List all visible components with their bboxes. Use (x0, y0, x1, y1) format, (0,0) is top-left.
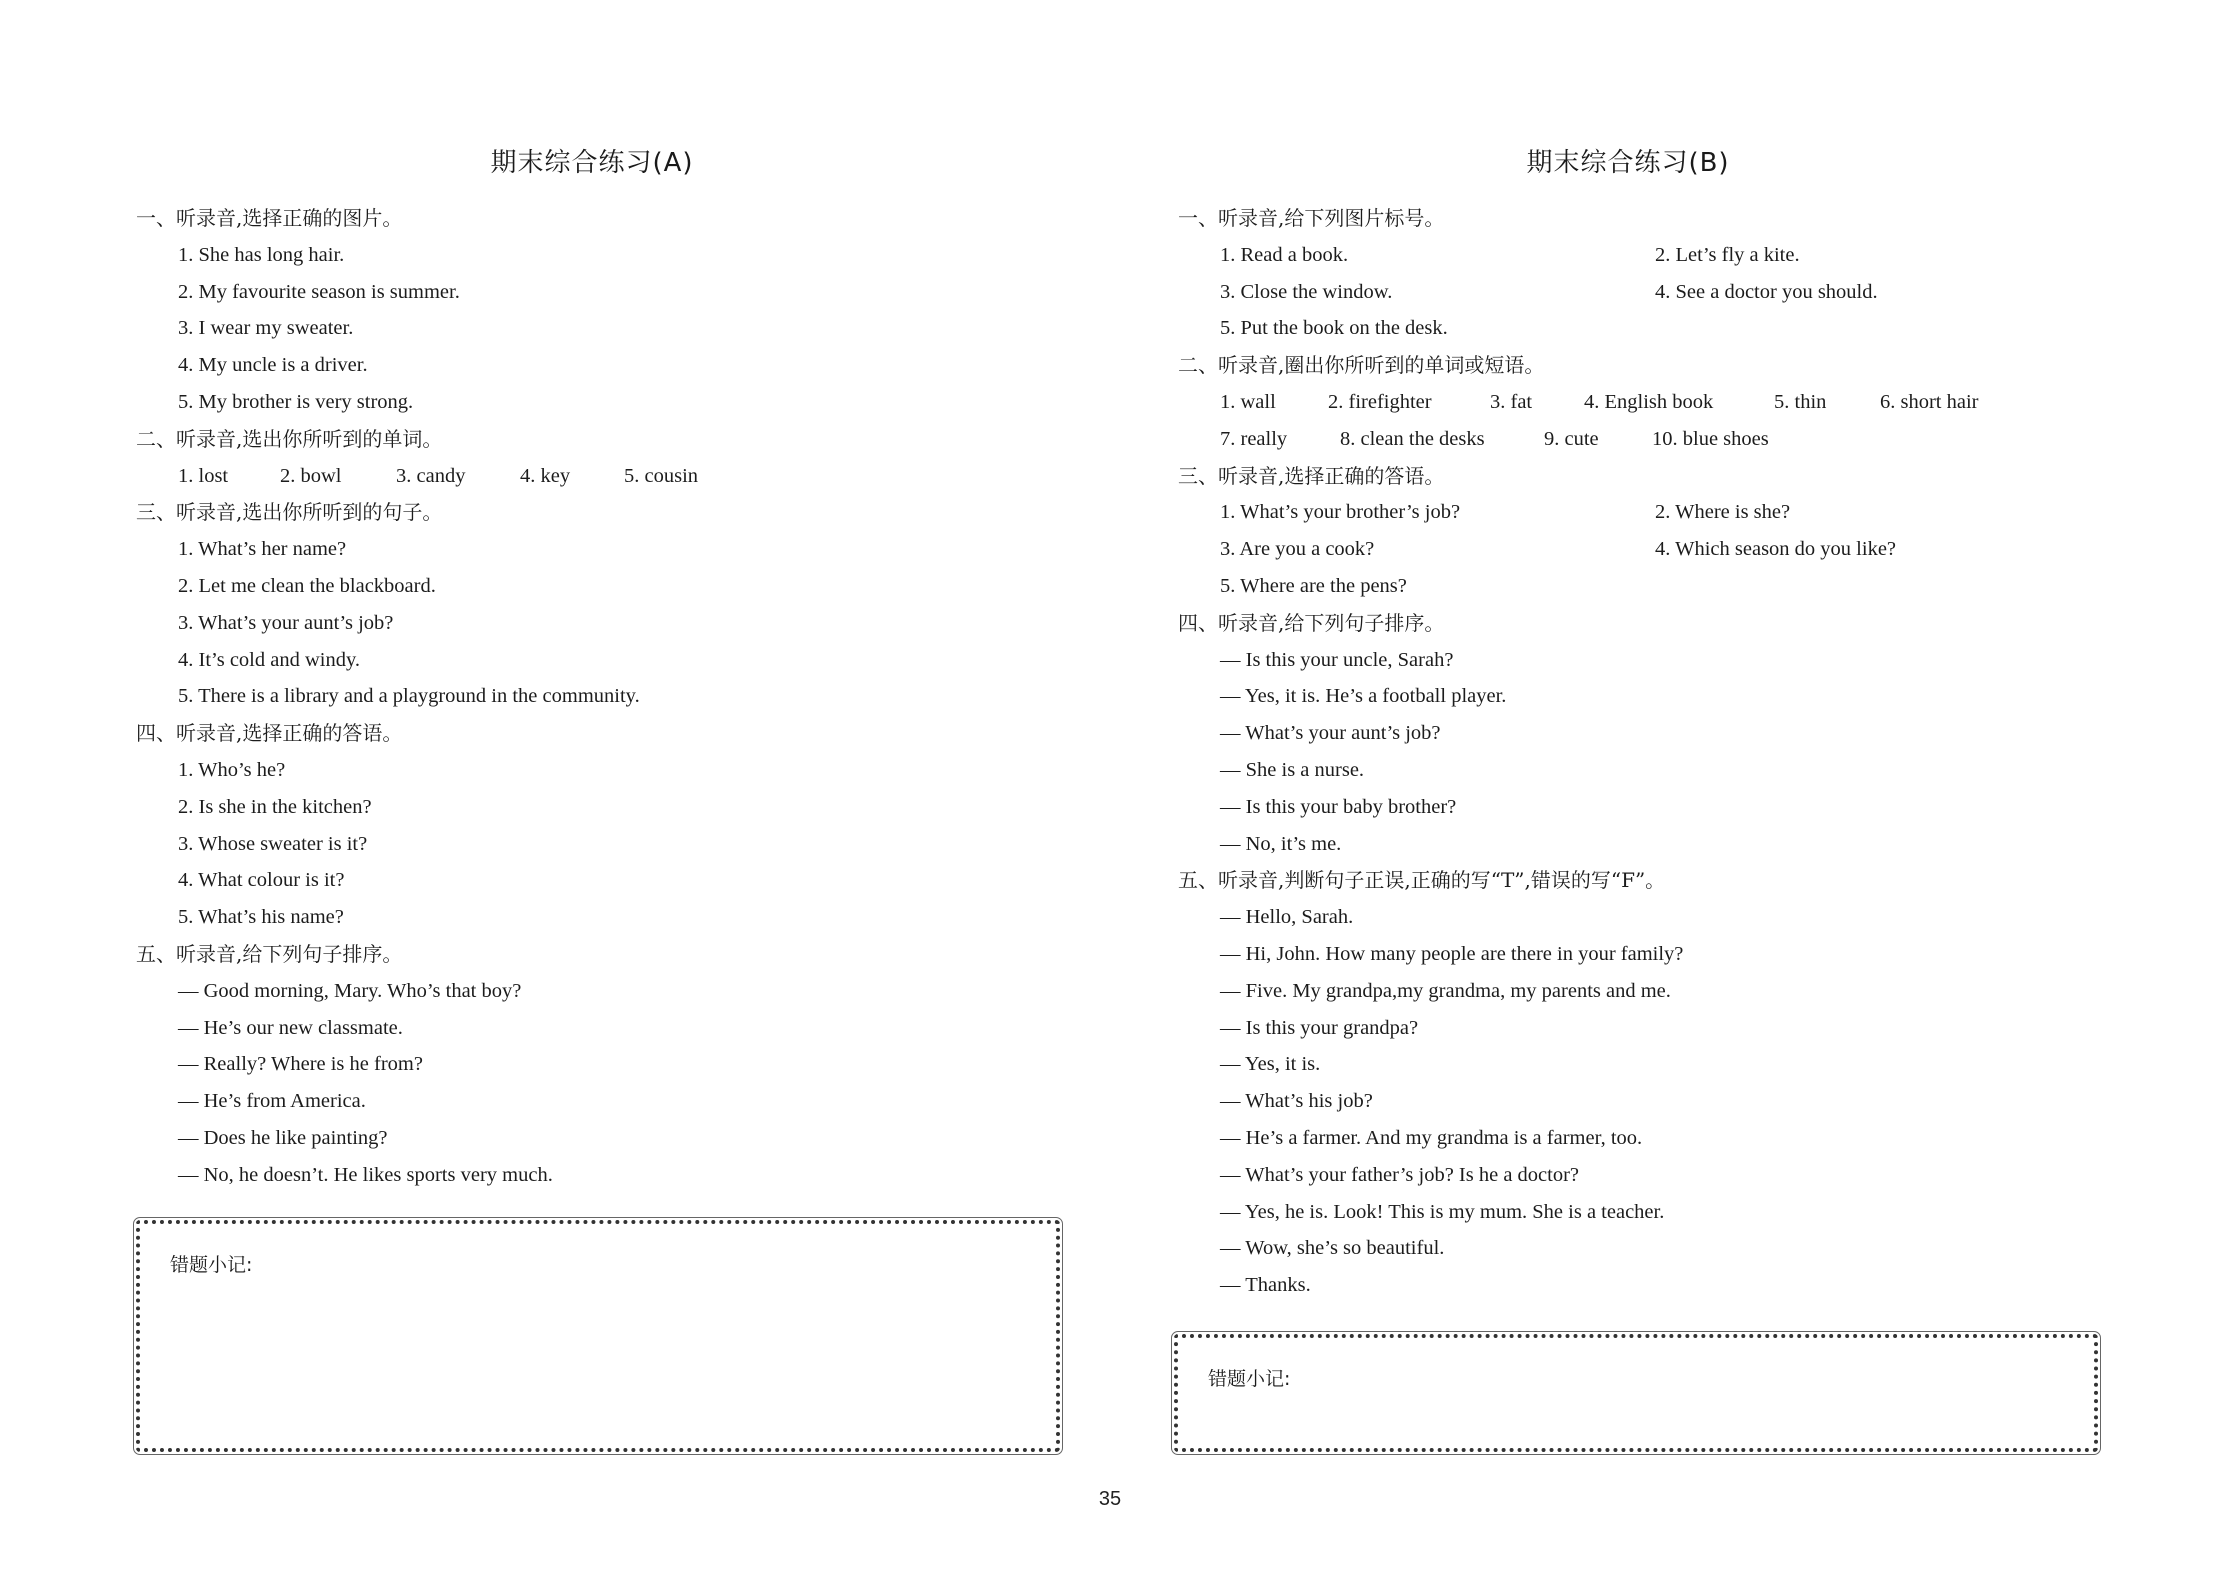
dialogue-line: — Yes, he is. Look! This is my mum. She is a teacher. (1220, 1200, 1665, 1223)
list-item: 3. Close the window. (1220, 280, 1393, 303)
dialogue-line: — Does he like painting? (178, 1126, 388, 1149)
section-heading: 一、听录音,给下列图片标号。 (1178, 206, 1445, 230)
list-item: 2. Let’s fly a kite. (1655, 243, 1800, 266)
dialogue-line: — No, it’s me. (1220, 832, 1342, 855)
dialogue-line: — He’s from America. (178, 1090, 366, 1113)
list-item: 1. Who’s he? (178, 758, 286, 781)
list-item: 2. My favourite season is summer. (178, 280, 460, 303)
word-row (1178, 421, 1979, 458)
dialogue-line: — Is this your uncle, Sarah? (1220, 648, 1454, 671)
list-item: 5. Where are the pens? (1220, 574, 1407, 597)
dialogue-line: — He’s a farmer. And my grandma is a farmer, too. (1220, 1126, 1643, 1149)
dialogue-line: — What’s your aunt’s job? (1220, 722, 1441, 745)
error-notes-box-a[interactable] (136, 1220, 1060, 1452)
dialogue-line: — Yes, it is. He’s a football player. (1220, 685, 1507, 708)
list-item: 5. What’s his name? (178, 906, 344, 929)
list-item: 1. Read a book. (1220, 243, 1349, 266)
list-item: 2. Let me clean the blackboard. (178, 574, 436, 597)
dialogue-line: — Thanks. (1220, 1274, 1311, 1297)
word-item: 8. clean the desks (1340, 427, 1485, 450)
dialogue-line: — Hi, John. How many people are there in your family? (1220, 942, 1684, 965)
section-heading: 五、听录音,判断句子正误,正确的写“T”,错误的写“F”。 (1178, 868, 1666, 893)
content-b (1178, 200, 1979, 1304)
error-notes-label: 错题小记: (1208, 1368, 1291, 1390)
dialogue-line: — Five. My grandpa,my grandma, my parents and me. (1220, 979, 1671, 1002)
section-heading: 四、听录音,选择正确的答语。 (136, 721, 403, 746)
list-item: 2. Is she in the kitchen? (178, 795, 372, 818)
list-item: 3. I wear my sweater. (178, 317, 354, 340)
list-item: 3. Are you a cook? (1220, 538, 1375, 561)
dialogue-line: — Wow, she’s so beautiful. (1220, 1237, 1445, 1260)
page-title-a: 期末综合练习(A) (490, 148, 694, 178)
word-item: 3. fat (1490, 390, 1533, 413)
two-column-row (1178, 531, 1979, 568)
dialogue-line: — Hello, Sarah. (1220, 906, 1354, 929)
list-item: 4. It’s cold and windy. (178, 648, 361, 671)
error-notes-label: 错题小记: (170, 1254, 253, 1276)
dialogue-line: — Yes, it is. (1220, 1053, 1321, 1076)
word-row (1178, 384, 1979, 421)
list-item: 4. See a doctor you should. (1655, 280, 1878, 303)
word-item: 2. firefighter (1328, 390, 1432, 413)
section-heading: 二、听录音,选出你所听到的单词。 (136, 426, 443, 451)
section-heading: 三、听录音,选出你所听到的句子。 (136, 500, 443, 525)
word-item: 7. really (1220, 427, 1288, 450)
word-item: 6. short hair (1880, 390, 1979, 413)
list-item: 2. Where is she? (1655, 501, 1791, 524)
word-item: 4. English book (1584, 390, 1714, 413)
word-item: 1. wall (1220, 390, 1276, 413)
section-heading: 五、听录音,给下列句子排序。 (136, 941, 403, 966)
list-item: 5. My brother is very strong. (178, 390, 414, 413)
list-item: 1. What’s your brother’s job? (1220, 501, 1461, 524)
list-item: 3. What’s your aunt’s job? (178, 611, 394, 634)
list-item: 4. What colour is it? (178, 869, 345, 892)
list-item: 1. What’s her name? (178, 538, 347, 561)
word-item: 2. bowl (280, 464, 342, 487)
dialogue-line: — Really? Where is he from? (178, 1053, 423, 1076)
page-number: 35 (1098, 1488, 1122, 1510)
list-item: 3. Whose sweater is it? (178, 832, 368, 855)
dialogue-line: — Good morning, Mary. Who’s that boy? (178, 979, 522, 1002)
list-item: 4. Which season do you like? (1655, 538, 1897, 561)
two-column-row (1178, 237, 1979, 274)
dialogue-line: — No, he doesn’t. He likes sports very much. (178, 1163, 553, 1186)
content-a (136, 200, 698, 1194)
error-notes-box-b[interactable] (1174, 1334, 2098, 1452)
section-heading: 二、听录音,圈出你所听到的单词或短语。 (1178, 353, 1545, 378)
dialogue-line: — Is this your grandpa? (1220, 1016, 1419, 1039)
dialogue-line: — What’s your father’s job? Is he a doctor? (1220, 1163, 1580, 1186)
list-item: 5. There is a library and a playground in the community. (178, 685, 640, 708)
list-item: 4. My uncle is a driver. (178, 354, 368, 377)
word-item: 4. key (520, 464, 571, 487)
word-item: 3. candy (396, 464, 466, 487)
section-heading: 一、听录音,选择正确的图片。 (136, 206, 403, 230)
dialogue-line: — What’s his job? (1220, 1090, 1373, 1113)
two-column-row (1178, 274, 1979, 311)
dialogue-line: — He’s our new classmate. (178, 1016, 403, 1039)
dialogue-line: — Is this your baby brother? (1220, 795, 1457, 818)
page-title-b: 期末综合练习(B) (1526, 148, 1730, 178)
list-item: 1. She has long hair. (178, 243, 345, 266)
word-item: 5. thin (1774, 390, 1827, 413)
two-column-row (1178, 494, 1979, 531)
list-item: 5. Put the book on the desk. (1220, 317, 1448, 340)
word-item: 5. cousin (624, 464, 699, 487)
word-row (136, 458, 698, 495)
section-heading: 四、听录音,给下列句子排序。 (1178, 610, 1445, 635)
dialogue-line: — She is a nurse. (1220, 758, 1365, 781)
word-item: 10. blue shoes (1652, 427, 1769, 450)
section-heading: 三、听录音,选择正确的答语。 (1178, 463, 1445, 488)
word-item: 9. cute (1544, 427, 1599, 450)
word-item: 1. lost (178, 464, 229, 487)
